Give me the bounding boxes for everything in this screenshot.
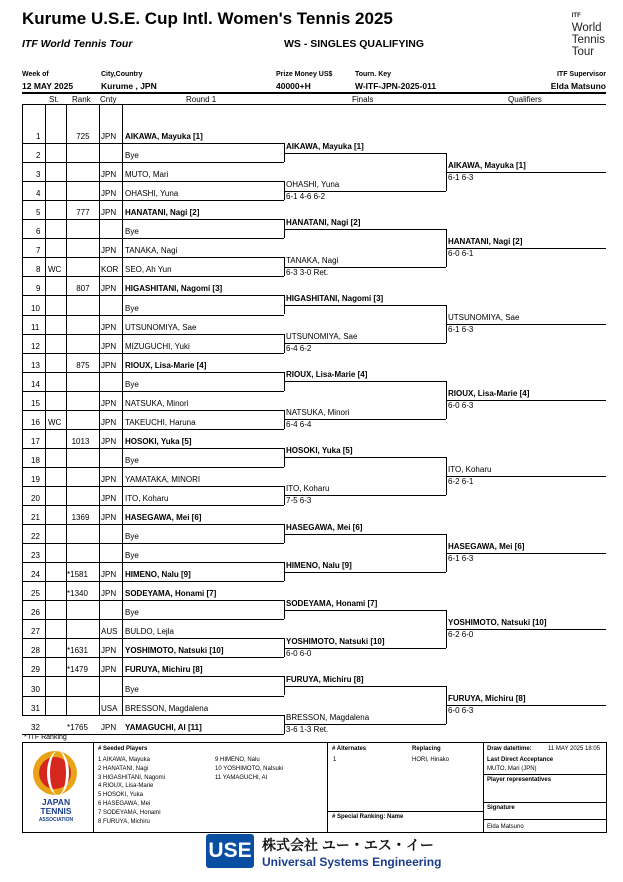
finals-score: 6-4 6-4 [286,420,312,430]
seeded-title: # Seeded Players [98,746,148,752]
qualifier-player: AIKAWA, Mayuka [1] [448,160,526,170]
player-name: YOSHIMOTO, Natsuki [10] [125,646,224,656]
itf-world-tennis-tour-logo [572,10,605,58]
qualifier-score: 6-1 6-3 [448,325,474,335]
country: JPN [101,494,117,503]
footer-divider-2 [327,742,328,832]
rank: 1013 [71,436,90,446]
row-line [22,181,284,182]
player-name: SODEYAMA, Honami [7] [125,589,217,599]
row-line [22,315,284,316]
draw-position: 23 [31,551,40,561]
country: JPN [101,132,117,142]
player-name: HOSOKI, Yuka [5] [125,436,192,446]
alternate-name: HORI, Hinako [412,757,450,763]
tournament-title: Kurume U.S.E. Cup Intl. Women's Tennis 2025 [22,9,393,28]
country: JPN [101,189,117,199]
rank: 807 [76,284,90,294]
special-ranking-title: # Special Ranking: Name [332,814,404,820]
draw-position: 1 [36,132,41,142]
finals-player: TANAKA, Nagi [286,255,339,265]
player-name: Bye [125,532,139,542]
rank: *1631 [67,646,88,656]
draw-position: 3 [36,170,41,180]
replacing-title: Replacing [412,746,441,752]
player-name: OHASHI, Yuna [125,189,179,199]
footer-right-border [606,742,607,832]
draw-position: 2 [36,151,41,161]
row-line [22,543,284,544]
country: AUS [101,627,118,637]
rank: *1479 [67,665,88,675]
footer-bottom-border [22,832,607,833]
country: JPN [101,646,117,656]
draw-position: 19 [31,474,40,484]
row-line [22,391,284,392]
col-rank: Rank [72,95,91,104]
finals-player: OHASHI, Yuna [286,179,340,189]
draw-position: 25 [31,589,40,599]
itf-logo-small: ITF [571,13,581,19]
status: WC [48,265,62,275]
draw-position: 28 [31,646,40,656]
draw-position: 10 [31,303,40,313]
rank: *1765 [67,722,88,732]
logo-line-3: Tour [571,46,595,58]
use-logo: USE [206,834,254,868]
qualifier-score: 6-0 6-1 [448,248,474,258]
rank: 1369 [71,513,90,523]
row-line [22,200,284,201]
draw-position: 24 [31,570,40,580]
col-finals: Finals [352,95,374,104]
finals-score: 6-4 6-2 [286,344,312,354]
draw-position: 31 [31,703,40,713]
finals-player: NATSUKA, Minori [286,408,350,418]
country: JPN [101,417,117,427]
prize-value: 40000+H [276,81,311,91]
seeded-player: 11 YAMAGUCHI, AI [215,774,268,781]
draw-position: 8 [36,265,41,275]
qualifier-score: 6-1 6-3 [448,553,474,563]
player-name: FURUYA, Michiru [8] [125,665,203,675]
country: KOR [101,265,119,275]
footer-rule-3 [483,819,606,820]
draw-position: 15 [31,398,40,408]
finals-player: HIMENO, Nalu [9] [286,560,352,570]
qualifier-player: YOSHIMOTO, Natsuki [10] [448,617,547,627]
logo-line-2: Tennis [571,34,605,46]
finals-player: HOSOKI, Yuka [5] [286,446,353,456]
draw-position: 13 [31,360,40,370]
qualifier-player: FURUYA, Michiru [8] [448,694,526,704]
row-line [22,581,284,582]
itf-ranking-note: * ITF Ranking [24,734,67,741]
row-line [22,410,284,411]
player-name: MUTO, Mari [125,170,169,180]
country: JPN [101,322,117,332]
row-line [22,448,284,449]
seeded-player: 4 RIOUX, Lisa-Marie [98,783,154,790]
player-name: Bye [125,151,139,161]
draw-position: 18 [31,455,40,465]
country: JPN [101,474,117,484]
draw-position: 30 [31,684,40,694]
logo-line-1: World [571,22,602,34]
draw-position: 20 [31,494,40,503]
draw-position: 14 [31,379,40,389]
finals-score: 6-0 6-0 [286,648,312,658]
player-name: Bye [125,608,139,618]
player-name: BRESSON, Magdalena [125,703,209,713]
row-line [22,257,284,258]
qualifier-score: 6-0 6-3 [448,706,474,716]
row-line [22,715,284,716]
country: JPN [101,570,117,580]
player-name: YAMAGUCHI, AI [11] [125,722,202,732]
country: JPN [101,398,117,408]
qualifier-score: 6-0 6-3 [448,401,474,411]
alternates-title: # Alternates [332,746,367,752]
seeded-player: 8 FURUYA, Michiru [98,818,150,825]
finals-player: AIKAWA, Mayuka [1] [286,141,364,151]
draw-position: 26 [31,608,40,618]
last-direct-value: MUTO, Mari (JPN) [487,766,537,772]
country: JPN [101,513,117,523]
player-name: Bye [125,455,139,465]
draw-date-label: Draw date/time: [487,746,532,752]
seeded-player: 1 AIKAWA, Mayuka [98,757,150,763]
draw-date-value: 11 MAY 2025 18:05 [548,746,601,752]
key-label: Tourn. Key [355,71,392,78]
finals-line [284,153,446,154]
player-name: MIZUGUCHI, Yuki [125,341,190,351]
player-name: Bye [125,551,139,561]
row-line [22,505,284,506]
country: JPN [101,665,117,675]
player-name: ITO, Koharu [125,494,169,503]
finals-player: BRESSON, Magdalena [286,713,370,723]
row-line [22,219,284,220]
draw-position: 12 [31,341,40,351]
country: USA [101,703,118,713]
footer-top-border [22,742,607,743]
row-line [22,467,284,468]
supervisor-label: ITF Supervisor [556,71,606,78]
finals-player: UTSUNOMIYA, Sae [286,332,358,342]
rank: 725 [76,132,90,142]
row-line [22,638,284,639]
qualifier-score: 6-2 6-0 [448,629,474,639]
key-value: W-ITF-JPN-2025-011 [355,81,437,91]
event-name: WS - SINGLES QUALIFYING [284,38,425,50]
country: JPN [101,284,117,294]
draw-position: 4 [36,189,41,199]
row-line [22,372,284,373]
country: JPN [101,436,117,446]
player-name: Bye [125,227,139,237]
last-direct-label: Last Direct Acceptance [487,757,554,763]
col-qualifiers: Qualifiers [508,95,542,104]
country: JPN [101,246,117,256]
finals-score: 6-3 3-0 Ret. [286,267,329,277]
rank: *1340 [67,589,88,599]
player-name: HASEGAWA, Mei [6] [125,513,202,523]
draw-position: 22 [31,532,40,542]
row-line [22,657,284,658]
seeded-player: 3 HIGASHITANI, Nagomi [98,774,165,781]
finals-line [284,686,446,687]
row-line [22,353,284,354]
finals-player: HIGASHITANI, Nagomi [3] [286,293,384,303]
row-line [22,143,284,144]
draw-position: 29 [31,665,40,675]
player-name: SEO, Ah Yun [125,265,172,275]
finals-player: SODEYAMA, Honami [7] [286,598,378,608]
seeded-player: 10 YOSHIMOTO, Natsuki [215,765,284,772]
finals-line [284,381,446,382]
country: JPN [101,170,117,180]
seeded-player: 6 HASEGAWA, Mei [98,801,151,807]
signature-value: Elda Matsuno [487,824,524,830]
player-name: TANAKA, Nagi [125,246,178,256]
player-name: HIGASHITANI, Nagomi [3] [125,284,223,294]
qualifier-player: HANATANI, Nagi [2] [448,236,523,246]
footer-left-border [22,742,23,832]
player-name: HANATANI, Nagi [2] [125,208,200,218]
jta-tennis-ball-logo [33,751,77,795]
finals-player: YOSHIMOTO, Natsuki [10] [286,636,385,646]
draw-position: 17 [31,436,40,446]
player-name: Bye [125,684,139,694]
country: JPN [101,722,117,732]
jta-logo-text: JAPAN TENNIS ASSOCIATION [38,797,74,823]
seeded-player: 5 HOSOKI, Yuka [98,792,143,799]
finals-line [284,534,446,535]
row-line [22,600,284,601]
week-label: Week of [22,71,49,78]
row-line [22,524,284,525]
player-name: HIMENO, Nalu [9] [125,570,191,580]
qualifier-player: UTSUNOMIYA, Sae [448,313,520,323]
seeded-player: 9 HIMENO, Nalu [215,757,260,763]
qualifier-player: ITO, Koharu [448,465,492,475]
player-name: BULDO, Lejla [125,627,174,637]
seeded-player: 2 HANATANI, Nagi [98,765,149,772]
column-header-rule [22,104,606,105]
finals-line [284,572,446,573]
draw-position: 7 [36,246,41,256]
finals-line [284,610,446,611]
week-value: 12 MAY 2025 [22,81,74,91]
row-line [22,162,284,163]
player-name: TAKEUCHI, Haruna [125,417,196,427]
prize-label: Prize Money US$ [276,71,333,78]
finals-player: RIOUX, Lisa-Marie [4] [286,370,368,380]
draw-position: 9 [36,284,41,294]
qualifier-score: 6-2 6-1 [448,477,474,487]
player-name: Bye [125,379,139,389]
draw-position: 32 [31,722,40,732]
qualifier-score: 6-1 6-3 [448,172,474,182]
finals-line [284,305,446,306]
player-name: UTSUNOMIYA, Sae [125,322,197,332]
alternate-number: 1 [333,757,337,763]
country: JPN [101,341,117,351]
qualifier-player: HASEGAWA, Mei [6] [448,541,525,551]
row-line [22,486,284,487]
footer-rule-2 [483,802,606,803]
col-st: St. [49,95,59,104]
sponsor-japanese: 株式会社 ユー・エス・イー [262,837,434,853]
player-name: Bye [125,303,139,313]
finals-score: 6-1 4-6 6-2 [286,191,326,201]
rank: 875 [76,360,90,370]
row-line [22,276,284,277]
finals-line [284,229,446,230]
tour-name: ITF World Tennis Tour [22,38,133,50]
row-line [22,696,284,697]
header-rule [22,92,606,94]
finals-score: 7-5 6-3 [286,496,312,506]
col-round1: Round 1 [186,95,217,104]
rank: 777 [76,208,90,218]
row-line [22,295,284,296]
seeded-player: 7 SODEYAMA, Honami [98,809,161,816]
draw-position: 11 [31,322,40,332]
supervisor-value: Elda Matsuno [550,81,606,91]
row-line [22,429,284,430]
finals-player: ITO, Koharu [286,484,330,494]
country: JPN [101,589,117,599]
col-cnty: Cnty [100,95,117,104]
row-line [22,334,284,335]
draw-position: 27 [31,627,40,637]
rank: *1581 [67,570,88,580]
country: JPN [101,208,117,218]
country: JPN [101,360,117,370]
finals-line [284,457,446,458]
status: WC [48,417,62,427]
special-ranking-rule [327,811,483,812]
city-value: Kurume , JPN [101,81,157,91]
player-name: AIKAWA, Mayuka [1] [125,132,203,142]
player-name: YAMATAKA, MINORI [125,474,201,484]
finals-player: HASEGAWA, Mei [6] [286,522,363,532]
qualifier-player: RIOUX, Lisa-Marie [4] [448,389,530,399]
sponsor-english: Universal Systems Engineering [262,855,442,869]
footer-divider-1 [93,742,94,832]
row-line [22,238,284,239]
row-line [22,619,284,620]
finals-player: FURUYA, Michiru [8] [286,674,364,684]
draw-position: 16 [31,417,40,427]
row-line [22,676,284,677]
player-name: NATSUKA, Minori [125,398,189,408]
footer-rule-1 [483,774,606,775]
player-reps-label: Player representatives [487,777,552,783]
player-name: RIOUX, Lisa-Marie [4] [125,360,207,370]
finals-score: 3-6 1-3 Ret. [286,725,329,735]
draw-position: 5 [36,208,41,218]
finals-player: HANATANI, Nagi [2] [286,217,361,227]
city-label: City,Country [101,71,143,78]
signature-label: Signature [487,805,515,811]
draw-position: 21 [31,513,40,523]
draw-position: 6 [36,227,41,237]
row-line [22,562,284,563]
